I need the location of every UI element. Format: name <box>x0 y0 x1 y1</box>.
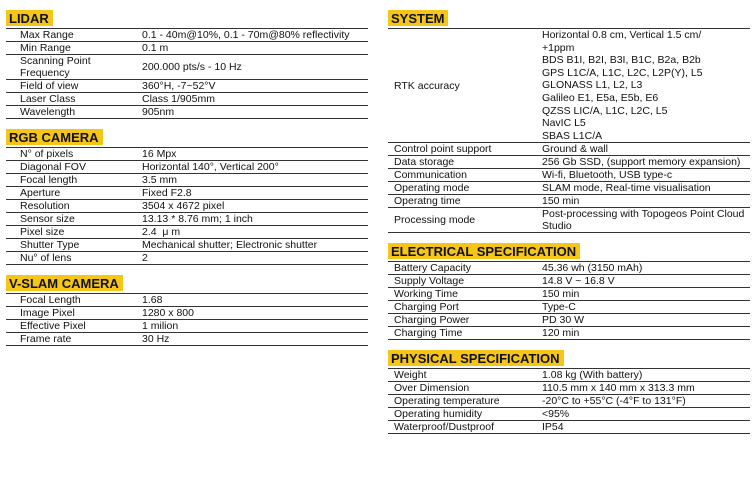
spec-value: 30 Hz <box>134 333 368 346</box>
table-row <box>6 55 368 80</box>
spec-key: Frame rate <box>6 333 134 346</box>
spec-value: 2 <box>134 252 368 265</box>
table-row <box>6 333 368 346</box>
table-row <box>6 320 368 333</box>
spec-key: Operating temperature <box>388 395 528 408</box>
rtk-line: +1ppm <box>542 41 575 54</box>
table-row <box>388 382 750 395</box>
spec-value: 16 Mpx <box>134 148 368 161</box>
spec-value: <95% <box>528 408 750 421</box>
spec-key: RTK accuracy <box>388 29 528 143</box>
spec-value: 1.08 kg (With battery) <box>528 369 750 382</box>
spec-key: Scanning Point Frequency <box>6 55 134 80</box>
spec-key: Nu° of lens <box>6 252 134 265</box>
spec-key: Aperture <box>6 187 134 200</box>
spec-value: 1280 x 800 <box>134 307 368 320</box>
rtk-line: GPS L1C/A, L1C, L2C, L2P(Y), L5 <box>542 66 703 79</box>
spec-value: 200.000 pts/s - 10 Hz <box>134 55 368 80</box>
left-column <box>6 10 368 356</box>
spec-key: Working Time <box>388 288 528 301</box>
system-table <box>388 29 750 233</box>
table-row <box>388 421 750 434</box>
table-row <box>6 187 368 200</box>
spec-value: Post-processing with Topogeos Point Cloud Studio <box>528 208 750 233</box>
rtk-line: Galileo E1, E5a, E5b, E6 <box>542 91 659 104</box>
spec-value: 2.4 μ m <box>134 226 368 239</box>
spec-key: Charging Port <box>388 301 528 314</box>
system-section <box>388 10 750 233</box>
rtk-line: BDS B1I, B2I, B3I, B1C, B2a, B2b <box>542 54 701 67</box>
table-row <box>388 182 750 195</box>
spec-value: Class 1/905mm <box>134 93 368 106</box>
spec-key: Shutter Type <box>6 239 134 252</box>
spec-value: 360°H, -7~52°V <box>134 80 368 93</box>
spec-key: Pixel size <box>6 226 134 239</box>
table-row <box>388 143 750 156</box>
rtk-line: SBAS L1C/A <box>542 129 603 142</box>
spec-value: 0.1 m <box>134 42 368 55</box>
vslam-camera-section <box>6 275 368 346</box>
spec-key: N° of pixels <box>6 148 134 161</box>
spec-key: Operating humidity <box>388 408 528 421</box>
vslam-camera-heading: V-SLAM CAMERA <box>6 275 123 291</box>
spec-key: Supply Voltage <box>388 275 528 288</box>
physical-heading: PHYSICAL SPECIFICATION <box>388 350 564 366</box>
table-row <box>388 395 750 408</box>
table-row <box>6 200 368 213</box>
electrical-table <box>388 262 750 340</box>
spec-key: Image Pixel <box>6 307 134 320</box>
spec-key: Communication <box>388 169 528 182</box>
spec-value: 110.5 mm x 140 mm x 313.3 mm <box>528 382 750 395</box>
spec-value: 905nm <box>134 106 368 119</box>
table-row <box>388 156 750 169</box>
spec-key: Charging Time <box>388 327 528 340</box>
rgb-camera-section <box>6 129 368 265</box>
spec-value: PD 30 W <box>528 314 750 327</box>
table-row <box>6 213 368 226</box>
spec-key: Wavelength <box>6 106 134 119</box>
rtk-line: Horizontal 0.8 cm, Vertical 1.5 cm/ <box>542 29 702 41</box>
spec-key: Focal Length <box>6 294 134 307</box>
physical-section <box>388 350 750 434</box>
table-row <box>6 161 368 174</box>
spec-value: 150 min <box>528 288 750 301</box>
table-row <box>6 29 368 42</box>
spec-value: 256 Gb SSD, (support memory expansion) <box>528 156 750 169</box>
table-row <box>6 80 368 93</box>
table-row <box>6 226 368 239</box>
spec-key: Weight <box>388 369 528 382</box>
electrical-heading: ELECTRICAL SPECIFICATION <box>388 243 580 259</box>
spec-value: 13.13 * 8.76 mm; 1 inch <box>134 213 368 226</box>
spec-key: Sensor size <box>6 213 134 226</box>
spec-value: Mechanical shutter; Electronic shutter <box>134 239 368 252</box>
table-row <box>6 148 368 161</box>
lidar-table <box>6 29 368 119</box>
spec-key: Diagonal FOV <box>6 161 134 174</box>
table-row <box>6 239 368 252</box>
spec-value: 0.1 - 40m@10%, 0.1 - 70m@80% reflectivity <box>134 29 368 42</box>
spec-key: Battery Capacity <box>388 262 528 275</box>
table-row <box>388 408 750 421</box>
table-row <box>388 314 750 327</box>
spec-value: Ground & wall <box>528 143 750 156</box>
spec-value: Type-C <box>528 301 750 314</box>
rgb-camera-heading: RGB CAMERA <box>6 129 103 145</box>
table-row <box>388 327 750 340</box>
spec-value: 3.5 mm <box>134 174 368 187</box>
table-row <box>388 301 750 314</box>
rtk-line: GLONASS L1, L2, L3 <box>542 79 643 92</box>
rtk-line: NavIC L5 <box>542 117 586 130</box>
table-row <box>388 369 750 382</box>
spec-key: Laser Class <box>6 93 134 106</box>
spec-value: 120 min <box>528 327 750 340</box>
table-row <box>388 169 750 182</box>
spec-key: Charging Power <box>388 314 528 327</box>
spec-key: Processing mode <box>388 208 528 233</box>
spec-value: 150 min <box>528 195 750 208</box>
spec-key: Resolution <box>6 200 134 213</box>
table-row <box>6 307 368 320</box>
spec-key: Max Range <box>6 29 134 42</box>
table-row <box>6 93 368 106</box>
table-row <box>388 29 750 143</box>
spec-value: Horizontal 140°, Vertical 200° <box>134 161 368 174</box>
rtk-line: QZSS LIC/A, L1C, L2C, L5 <box>542 104 668 117</box>
right-column <box>388 10 750 444</box>
spec-value: 14.8 V ~ 16.8 V <box>528 275 750 288</box>
spec-value: SLAM mode, Real-time visualisation <box>528 182 750 195</box>
vslam-camera-table <box>6 294 368 346</box>
spec-key: Operatng time <box>388 195 528 208</box>
spec-key: Waterproof/Dustproof <box>388 421 528 434</box>
spec-key: Effective Pixel <box>6 320 134 333</box>
table-row <box>6 252 368 265</box>
spec-value: 1.68 <box>134 294 368 307</box>
spec-key: Operating mode <box>388 182 528 195</box>
system-heading: SYSTEM <box>388 10 448 26</box>
spec-key: Min Range <box>6 42 134 55</box>
spec-value: 45.36 wh (3150 mAh) <box>528 262 750 275</box>
table-row <box>6 174 368 187</box>
rgb-camera-table <box>6 148 368 265</box>
table-row <box>388 275 750 288</box>
table-row <box>388 195 750 208</box>
spec-key: Data storage <box>388 156 528 169</box>
spec-value: Fixed F2.8 <box>134 187 368 200</box>
spec-value: 1 milion <box>134 320 368 333</box>
spec-value: Wi-fi, Bluetooth, USB type-c <box>528 169 750 182</box>
spec-key: Control point support <box>388 143 528 156</box>
table-row <box>388 262 750 275</box>
table-row <box>6 42 368 55</box>
spec-key: Field of view <box>6 80 134 93</box>
spec-value: IP54 <box>528 421 750 434</box>
spec-key: Over Dimension <box>388 382 528 395</box>
spec-value: 3504 x 4672 pixel <box>134 200 368 213</box>
table-row <box>6 106 368 119</box>
table-row <box>388 208 750 233</box>
spec-key: Focal length <box>6 174 134 187</box>
lidar-section <box>6 10 368 119</box>
electrical-section <box>388 243 750 340</box>
rtk-accuracy-value <box>528 29 750 143</box>
physical-table <box>388 369 750 434</box>
lidar-heading: LIDAR <box>6 10 53 26</box>
table-row <box>6 294 368 307</box>
spec-value: -20°C to +55°C (-4°F to 131°F) <box>528 395 750 408</box>
table-row <box>388 288 750 301</box>
